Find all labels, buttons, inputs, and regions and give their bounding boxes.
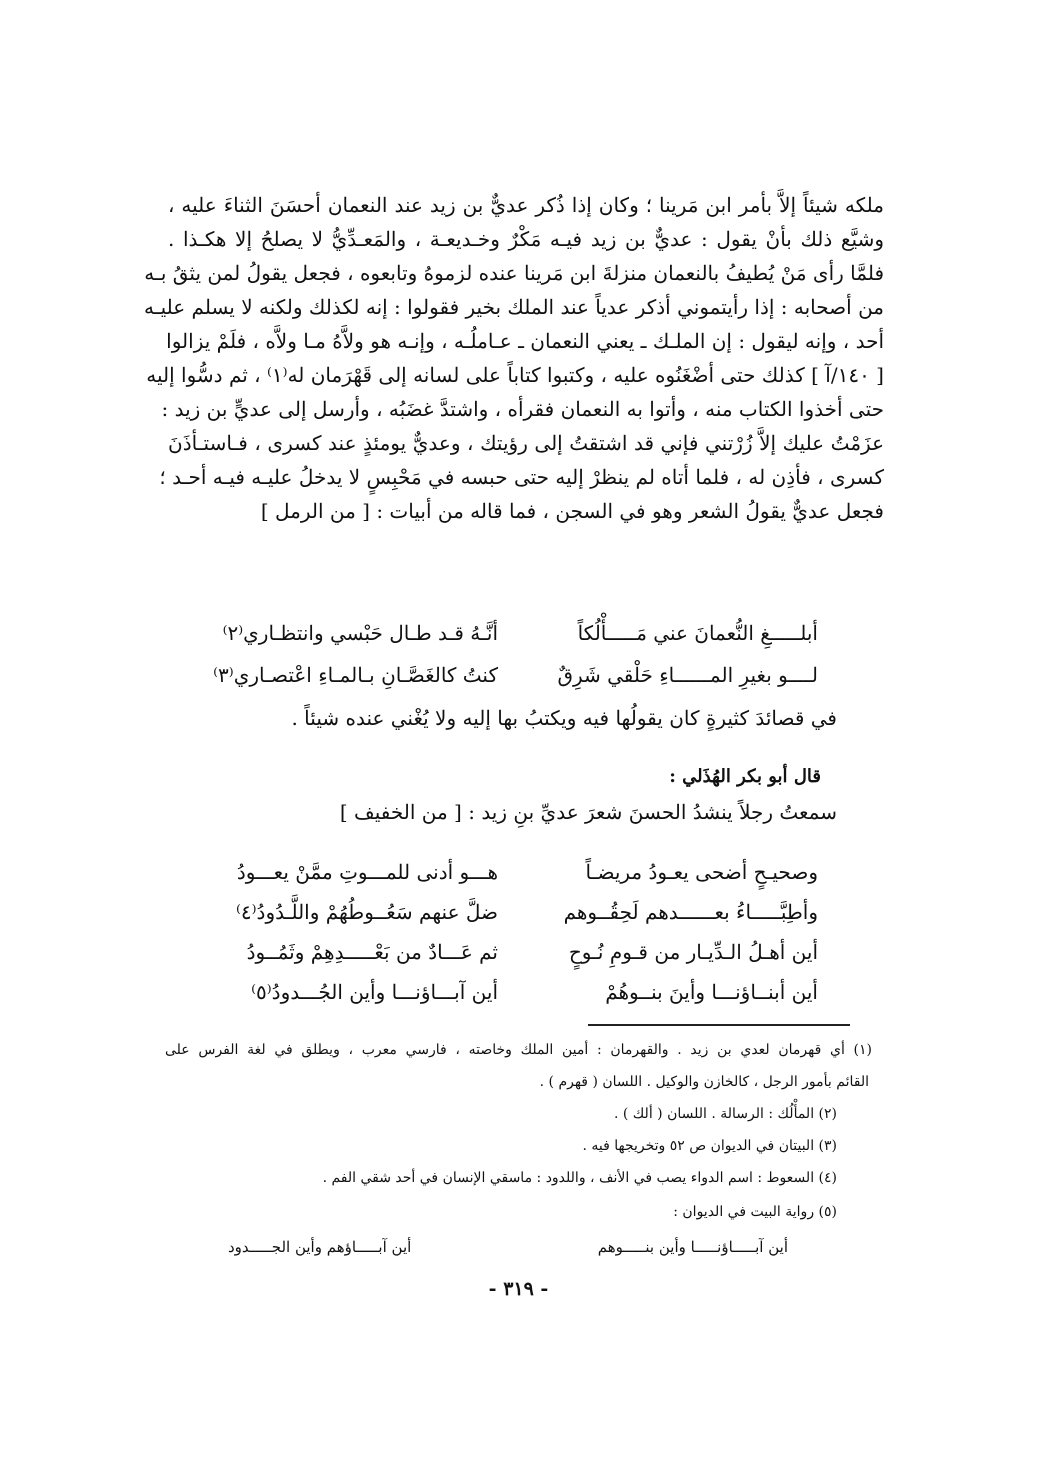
paragraph-line: وشيَّع ذلك بأنْ يقول : عديٌّ بن زيد فيـه مَكْرٌ وخـديعـة ، والمَعـدِّيُّ لا يصلحُ إلا هكـذا .: [168, 227, 884, 251]
verse-first-hemistich: لــــو بغيرِ المــــــاءِ حَلْقي شَرِقٌ: [557, 663, 818, 687]
footnote-5-verse: [228, 1238, 788, 1256]
footnote-4: (٤) السعوط : اسم الدواء يصب في الأنف ، واللدود : ماسقي الإنسان في أحد شقي الفم .: [322, 1170, 837, 1186]
section-speaker: قال أبو بكر الهُذَلي :: [669, 766, 821, 787]
verse-line: [168, 972, 818, 1012]
verse-first-hemistich: أين أبنــاؤنـــا وأينَ بنــوهُمْ: [605, 980, 818, 1004]
verse-line: [168, 654, 818, 696]
verse-line: [168, 892, 818, 932]
verse-first-hemistich: أبلـــــغِ النُّعمانَ عني مَـــــأْلُكاً: [577, 621, 818, 645]
verse-second-hemistich: ضلَّ عنهم سَعُــوطُهُمْ واللَّـدُودُ⁽٤⁾: [235, 900, 498, 924]
footnote-5: (٥) رواية البيت في الديوان :: [673, 1204, 837, 1220]
paragraph-line: من أصحابه : إذا رأيتموني أذكر عدياً عند الملك بخير فقولوا : إنه لكذلك ولكنه لا يسلم عليـه: [144, 295, 884, 319]
verse-second-hemistich: هـــو أدنى للمـــوتِ ممَّنْ يعـــودُ: [236, 860, 498, 884]
footnote-separator: [588, 1024, 850, 1026]
verse-first-hemistich: أين أهـلُ الـدِّيـار من قـومِ نُـوحٍ: [568, 940, 818, 964]
page-number: - ٣١٩ -: [488, 1278, 549, 1300]
verse-first-hemistich: وصحيـحٍ أضحى يعـودُ مريضـاً: [585, 860, 818, 884]
verse-second-hemistich: أنَّـهُ قـد طـال حَبْسي وانتظـاري⁽٢⁾: [222, 621, 498, 645]
verse-first-hemistich: أين آبـــــاؤنـــــا وأين بنـــــوهم: [597, 1238, 788, 1256]
poem-ramal: [168, 612, 818, 696]
section-intro: سمعتُ رجلاً ينشدُ الحسنَ شعرَ عديِّ بنِ زيد : [ من الخفيف ]: [339, 800, 837, 824]
paragraph-line: أحد ، وإنه ليقول : إن الملـك ـ يعني النعمان ـ عـاملُـه ، وإنـه هو ولاَّهُ مـا ولاَّه ، فلَمْ يزالوا: [166, 329, 884, 353]
paragraph-line: ملكه شيئاً إلاَّ بأمر ابن مَرينا ؛ وكان إذا ذُكر عديٌّ بن زيد عند النعمان أحسَنَ الثناءَ عليه ،: [168, 193, 884, 217]
paragraph-line: فجعل عديٌّ يقولُ الشعر وهو في السجن ، فما قاله من أبيات : [ من الرمل ]: [260, 499, 884, 523]
verse-second-hemistich: ثم عَـــادٌ من بَعْـــــدِهِمْ وثَمُــودُ: [246, 940, 498, 964]
footnote-1-line-1: (١) أي قهرمان لعدي بن زيد . والقهرمان : أمين الملك وخاصته ، فارسي معرب ، ويطلق في لغة الفرس على: [165, 1042, 872, 1058]
poem-khafif: [168, 852, 818, 1012]
verse-line: [168, 852, 818, 892]
verse-second-hemistich: كنتُ كالغَصَّـانِ بـالمـاءِ اعْتصـاري⁽٣⁾: [213, 663, 498, 687]
verse-line: [168, 932, 818, 972]
verse-second-hemistich: أين آبـــــاؤهم وأين الجـــــدود: [228, 1238, 412, 1256]
footnote-2: (٢) المأْلُك : الرسالة . اللسان ( ألك ) .: [613, 1106, 837, 1122]
verse-line: [168, 612, 818, 654]
paragraph-line: كسرى ، فأذِن له ، فلما أتاه لم ينظرْ إليه حتى حبسه في مَحْبِسٍ لا يدخلُ عليـه فيـه أحـد ؛: [159, 465, 884, 489]
paragraph-line: عزَمْتُ عليك إلاَّ زُرْتني فإني قد اشتقتُ إلى رؤيتك ، وعديٌّ يومئذٍ عند كسرى ، فـاستـأذَنَ: [168, 431, 884, 455]
paragraph-line: فلمَّا رأى مَنْ يُطيفُ بالنعمان منزلةَ ابن مَرينا عنده لزموهُ وتابعوه ، فجعل يقولُ لمن يثقُ بـه: [144, 261, 884, 285]
footnote-3: (٣) البيتان في الديوان ص ٥٢ وتخريجها فيه .: [582, 1138, 837, 1154]
after-verses-line: في قصائدَ كثيرةٍ كان يقولُها فيه ويكتبُ بها إليه ولا يُغْني عنده شيئاً .: [291, 706, 837, 730]
verse-second-hemistich: أين آبـــاؤنـــا وأين الجُـــدودُ⁽٥⁾: [251, 980, 498, 1004]
main-paragraph: [144, 188, 884, 528]
paragraph-line: [ ١٤٠/آ ] كذلك حتى أضْغَنُوه عليه ، وكتبوا كتاباً على لسانه إلى قَهْرَمان له⁽١⁾ ، ثم دسُّوا إليه: [146, 363, 884, 387]
footnote-1-line-2: القائم بأمور الرجل ، كالخازن والوكيل . اللسان ( قهرم ) .: [539, 1074, 869, 1090]
paragraph-line: حتى أخذوا الكتاب منه ، وأتوا به النعمان فقرأه ، واشتدَّ غضَبُه ، وأرسل إلى عديٍّ بن زيد :: [161, 397, 884, 421]
verse-first-hemistich: وأطِبَّـــــاءُ بعــــــدهم لَحِقُــوهم: [563, 900, 818, 924]
